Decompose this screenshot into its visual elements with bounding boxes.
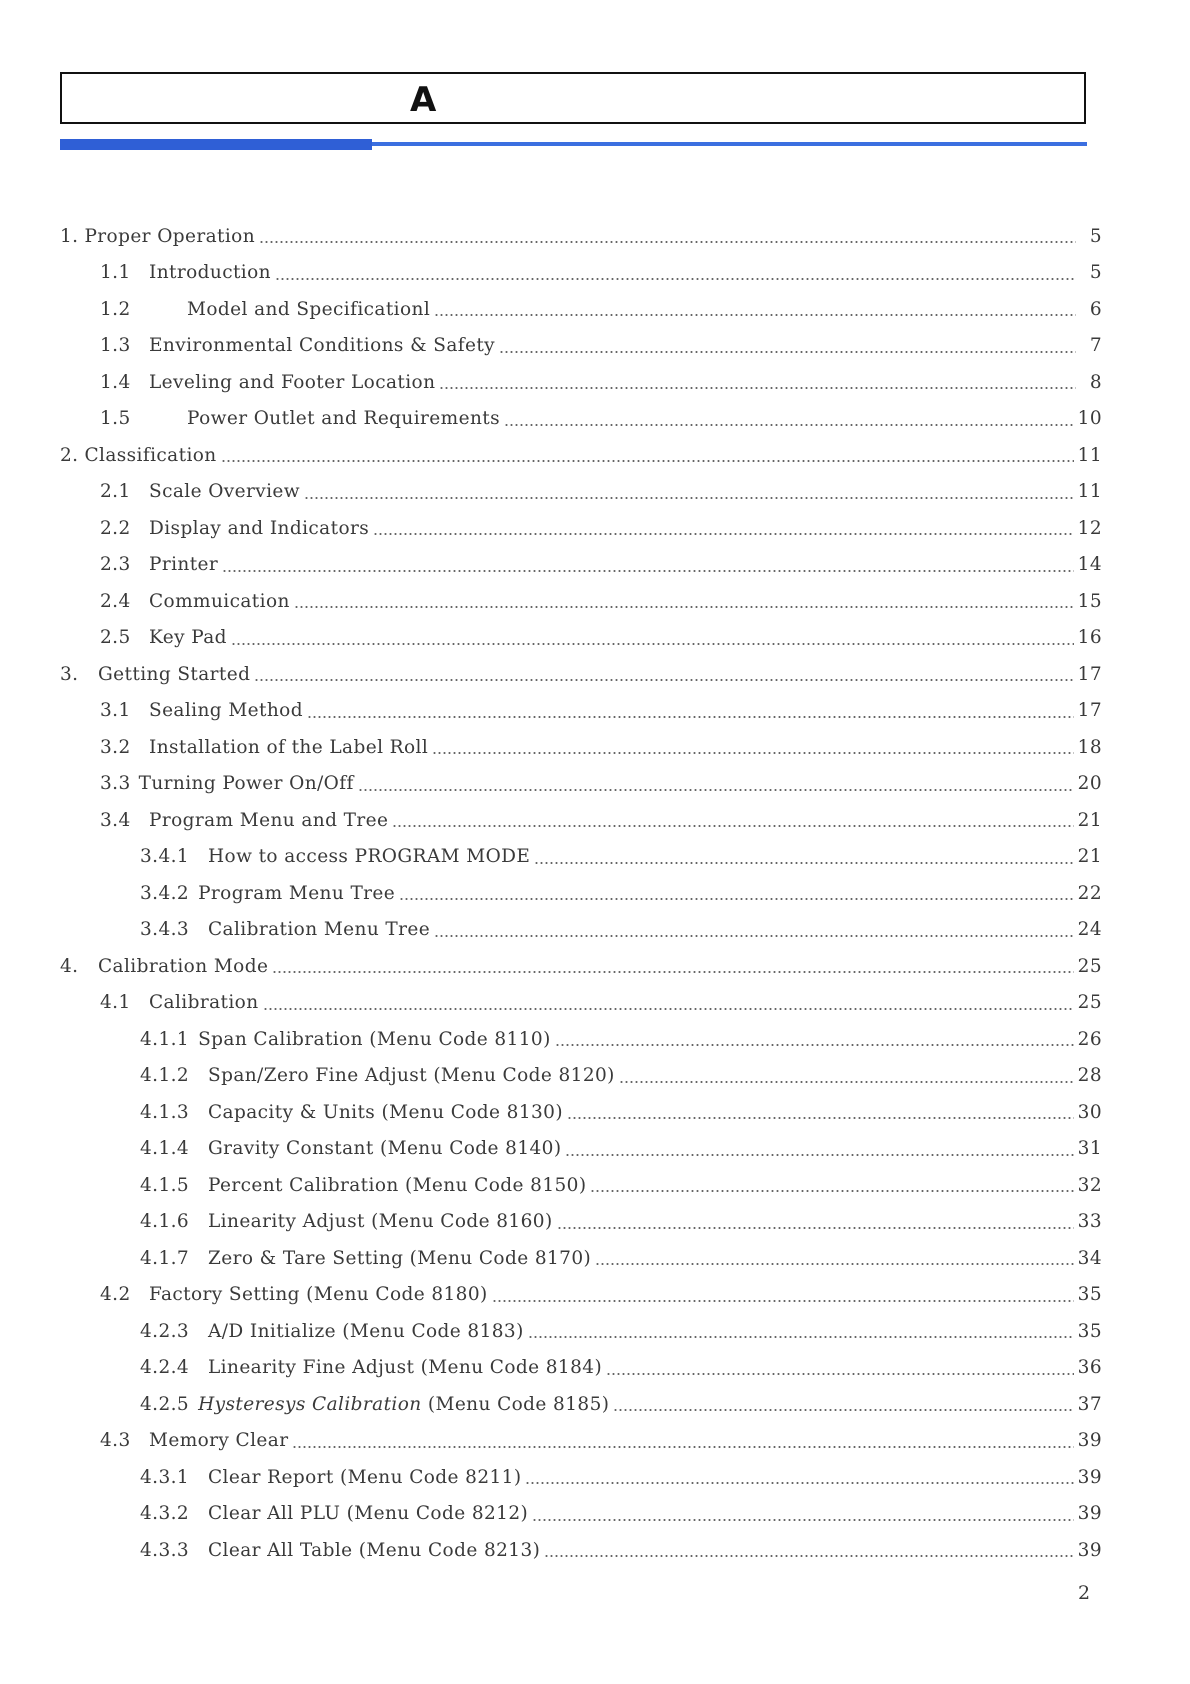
toc-title: Power Outlet and Requirements: [187, 408, 500, 430]
dot-leader: [259, 241, 1076, 243]
toc-title: How to access PROGRAM MODE: [208, 846, 531, 868]
toc-entry[interactable]: [60, 656, 1102, 693]
toc-page: 18: [1077, 736, 1102, 758]
dot-leader: [557, 1227, 1074, 1229]
toc-page: 34: [1077, 1247, 1102, 1269]
dot-leader: [567, 1117, 1074, 1119]
toc-title: Zero & Tare Setting (Menu Code 8170): [208, 1247, 592, 1269]
toc-title: Commuication: [149, 590, 290, 612]
dot-leader: [432, 752, 1073, 754]
toc-page: 25: [1077, 955, 1102, 977]
toc-entry[interactable]: [60, 1240, 1102, 1277]
dot-leader: [304, 497, 1074, 499]
dot-leader: [373, 533, 1074, 535]
toc-entry[interactable]: [60, 1094, 1102, 1131]
toc-number: 3.: [60, 663, 79, 685]
dot-leader: [307, 716, 1074, 718]
dot-leader: [555, 1044, 1074, 1046]
toc-entry[interactable]: [60, 766, 1102, 803]
dot-leader: [221, 460, 1074, 462]
toc-number: 4.3: [100, 1430, 131, 1452]
toc-number: 3.4.3: [140, 919, 190, 941]
toc-title: Span/Zero Fine Adjust (Menu Code 8120): [208, 1065, 615, 1087]
page-number: 2: [1078, 1582, 1091, 1604]
toc-title: Getting Started: [98, 663, 251, 685]
toc-number: 4.1.3: [140, 1101, 190, 1123]
toc-title: Proper Operation: [84, 225, 256, 247]
toc-number: 3.4.1: [140, 846, 190, 868]
toc-entry[interactable]: [60, 620, 1102, 657]
toc-number: 4.3.2: [140, 1503, 190, 1525]
dot-leader: [434, 935, 1074, 937]
toc-entry[interactable]: [60, 1313, 1102, 1350]
toc-page: 11: [1077, 444, 1102, 466]
dot-leader: [399, 898, 1074, 900]
toc-title: Environmental Conditions & Safety: [149, 335, 496, 357]
table-of-contents: [60, 218, 1102, 1569]
toc-number: 2.3: [100, 554, 131, 576]
toc-number: 1.: [60, 225, 79, 247]
toc-number: 4.2: [100, 1284, 131, 1306]
dot-leader: [231, 643, 1074, 645]
toc-page: 35: [1077, 1320, 1102, 1342]
toc-number: 4.1.4: [140, 1138, 190, 1160]
toc-number: 4.2.5: [140, 1393, 190, 1415]
toc-entry[interactable]: [60, 1131, 1102, 1168]
toc-entry[interactable]: [60, 218, 1102, 255]
toc-title: Turning Power On/Off: [138, 773, 354, 795]
toc-entry[interactable]: [60, 364, 1102, 401]
toc-number: 2.: [60, 444, 79, 466]
dot-leader: [272, 971, 1073, 973]
toc-title: Calibration Menu Tree: [208, 919, 431, 941]
toc-title: Span Calibration (Menu Code 8110): [198, 1028, 551, 1050]
toc-entry[interactable]: [60, 1386, 1102, 1423]
toc-title: Linearity Adjust (Menu Code 8160): [208, 1211, 553, 1233]
dot-leader: [606, 1373, 1074, 1375]
dot-leader: [263, 1008, 1074, 1010]
toc-title: Clear All PLU (Menu Code 8212): [208, 1503, 529, 1525]
toc-number: 3.4.2: [140, 882, 190, 904]
dot-leader: [358, 789, 1074, 791]
toc-title: A/D Initialize (Menu Code 8183): [208, 1320, 524, 1342]
toc-title: Clear Report (Menu Code 8211): [208, 1466, 522, 1488]
toc-page: 5: [1089, 262, 1102, 284]
dot-leader: [619, 1081, 1074, 1083]
toc-page: 24: [1077, 919, 1102, 941]
toc-number: 4.1.7: [140, 1247, 190, 1269]
toc-page: 26: [1077, 1028, 1102, 1050]
toc-number: 4.3.1: [140, 1466, 190, 1488]
toc-title: Clear All Table (Menu Code 8213): [208, 1539, 541, 1561]
toc-entry[interactable]: [60, 1496, 1102, 1533]
toc-page: 7: [1089, 335, 1102, 357]
toc-entry[interactable]: [60, 583, 1102, 620]
toc-page: 33: [1077, 1211, 1102, 1233]
title-box: [60, 72, 1086, 124]
dot-leader: [525, 1482, 1073, 1484]
toc-title: Printer: [149, 554, 219, 576]
toc-title: Key Pad: [149, 627, 227, 649]
accent-rule-thin: [372, 142, 1087, 146]
toc-title: Gravity Constant (Menu Code 8140): [208, 1138, 562, 1160]
dot-leader: [222, 570, 1074, 572]
toc-entry[interactable]: [60, 912, 1102, 949]
toc-number: 1.5: [100, 408, 131, 430]
toc-entry[interactable]: [60, 291, 1102, 328]
toc-title: Memory Clear: [149, 1430, 289, 1452]
toc-page: 21: [1077, 809, 1102, 831]
toc-entry[interactable]: [60, 328, 1102, 365]
dot-leader: [544, 1555, 1073, 1557]
toc-page: 17: [1077, 700, 1102, 722]
toc-title: Leveling and Footer Location: [149, 371, 436, 393]
toc-page: 21: [1077, 846, 1102, 868]
dot-leader: [595, 1263, 1074, 1265]
toc-page: 5: [1089, 225, 1102, 247]
toc-page: 10: [1077, 408, 1102, 430]
toc-entry[interactable]: [60, 1459, 1102, 1496]
toc-page: 14: [1077, 554, 1102, 576]
toc-page: 30: [1077, 1101, 1102, 1123]
toc-page: 8: [1089, 371, 1102, 393]
toc-number: 4.1: [100, 992, 131, 1014]
toc-title: Installation of the Label Roll: [149, 736, 429, 758]
toc-entry[interactable]: [60, 255, 1102, 292]
toc-entry[interactable]: [60, 1204, 1102, 1241]
dot-leader: [504, 424, 1074, 426]
toc-entry[interactable]: [60, 1277, 1102, 1314]
toc-entry[interactable]: [60, 510, 1102, 547]
toc-number: 2.2: [100, 517, 131, 539]
toc-title: Sealing Method: [149, 700, 303, 722]
toc-page: 6: [1089, 298, 1102, 320]
toc-page: 17: [1077, 663, 1102, 685]
toc-number: 4.1.2: [140, 1065, 190, 1087]
toc-entry[interactable]: [60, 1058, 1102, 1095]
dot-leader: [613, 1409, 1073, 1411]
toc-number: 2.5: [100, 627, 131, 649]
toc-number: 1.4: [100, 371, 131, 393]
toc-entry[interactable]: [60, 729, 1102, 766]
toc-number: 4.2.4: [140, 1357, 190, 1379]
dot-leader: [565, 1154, 1073, 1156]
toc-title: Model and Specificationl: [187, 298, 431, 320]
toc-page: 16: [1077, 627, 1102, 649]
toc-number: 2.4: [100, 590, 131, 612]
toc-entry[interactable]: [60, 1021, 1102, 1058]
toc-title-italic: Hysteresys Calibration: [198, 1393, 422, 1415]
toc-title: Capacity & Units (Menu Code 8130): [208, 1101, 563, 1123]
toc-page: 12: [1077, 517, 1102, 539]
dot-leader: [499, 351, 1076, 353]
toc-number: 4.: [60, 955, 79, 977]
toc-entry[interactable]: [60, 875, 1102, 912]
toc-entry[interactable]: [60, 1423, 1102, 1460]
toc-page: 31: [1077, 1138, 1102, 1160]
toc-page: 37: [1077, 1393, 1102, 1415]
toc-title: Percent Calibration (Menu Code 8150): [208, 1174, 587, 1196]
accent-rule-thick: [60, 139, 372, 150]
toc-entry[interactable]: [60, 1167, 1102, 1204]
toc-number: 4.1.6: [140, 1211, 190, 1233]
dot-leader: [534, 862, 1073, 864]
dot-leader: [294, 606, 1074, 608]
dot-leader: [254, 679, 1073, 681]
toc-page: 39: [1077, 1466, 1102, 1488]
toc-title: Scale Overview: [149, 481, 300, 503]
title-letter: A: [410, 80, 437, 120]
toc-title: Display and Indicators: [149, 517, 370, 539]
toc-title: [198, 1394, 609, 1415]
toc-number: 3.2: [100, 736, 131, 758]
toc-page: 28: [1077, 1065, 1102, 1087]
toc-number: 1.2: [100, 298, 131, 320]
dot-leader: [292, 1446, 1073, 1448]
toc-entry[interactable]: [60, 437, 1102, 474]
toc-number: 4.1.1: [140, 1028, 190, 1050]
toc-number: 4.3.3: [140, 1539, 190, 1561]
dot-leader: [439, 387, 1076, 389]
toc-entry[interactable]: [60, 401, 1102, 438]
toc-page: 20: [1077, 773, 1102, 795]
toc-title: Introduction: [149, 262, 271, 284]
toc-title: Linearity Fine Adjust (Menu Code 8184): [208, 1357, 603, 1379]
toc-page: 35: [1077, 1284, 1102, 1306]
dot-leader: [492, 1300, 1074, 1302]
toc-entry[interactable]: [60, 839, 1102, 876]
dot-leader: [532, 1519, 1074, 1521]
toc-entry[interactable]: [60, 802, 1102, 839]
toc-entry[interactable]: [60, 948, 1102, 985]
toc-entry[interactable]: [60, 474, 1102, 511]
toc-page: 39: [1077, 1503, 1102, 1525]
toc-entry[interactable]: [60, 1350, 1102, 1387]
toc-title: Factory Setting (Menu Code 8180): [149, 1284, 488, 1306]
toc-number: 1.3: [100, 335, 131, 357]
dot-leader: [392, 825, 1073, 827]
toc-page: 32: [1077, 1174, 1102, 1196]
toc-page: 11: [1077, 481, 1102, 503]
toc-title: Program Menu Tree: [198, 882, 396, 904]
toc-number: 4.1.5: [140, 1174, 190, 1196]
dot-leader: [275, 278, 1076, 280]
toc-page: 39: [1077, 1430, 1102, 1452]
toc-page: 39: [1077, 1539, 1102, 1561]
toc-title: Program Menu and Tree: [149, 809, 389, 831]
toc-title: Calibration: [149, 992, 259, 1014]
toc-number: 3.4: [100, 809, 131, 831]
toc-number: 3.1: [100, 700, 131, 722]
dot-leader: [528, 1336, 1074, 1338]
toc-number: 3.3: [100, 773, 131, 795]
dot-leader: [434, 314, 1076, 316]
dot-leader: [590, 1190, 1073, 1192]
toc-entry[interactable]: [60, 985, 1102, 1022]
toc-entry[interactable]: [60, 547, 1102, 584]
toc-entry[interactable]: [60, 693, 1102, 730]
toc-page: 15: [1077, 590, 1102, 612]
toc-number: 1.1: [100, 262, 131, 284]
toc-number: 4.2.3: [140, 1320, 190, 1342]
toc-page: 25: [1077, 992, 1102, 1014]
toc-title: Classification: [84, 444, 217, 466]
toc-number: 2.1: [100, 481, 131, 503]
toc-title: Calibration Mode: [98, 955, 269, 977]
toc-entry[interactable]: [60, 1532, 1102, 1569]
toc-page: 22: [1077, 882, 1102, 904]
toc-title-rest: (Menu Code 8185): [421, 1393, 610, 1415]
toc-page: 36: [1077, 1357, 1102, 1379]
